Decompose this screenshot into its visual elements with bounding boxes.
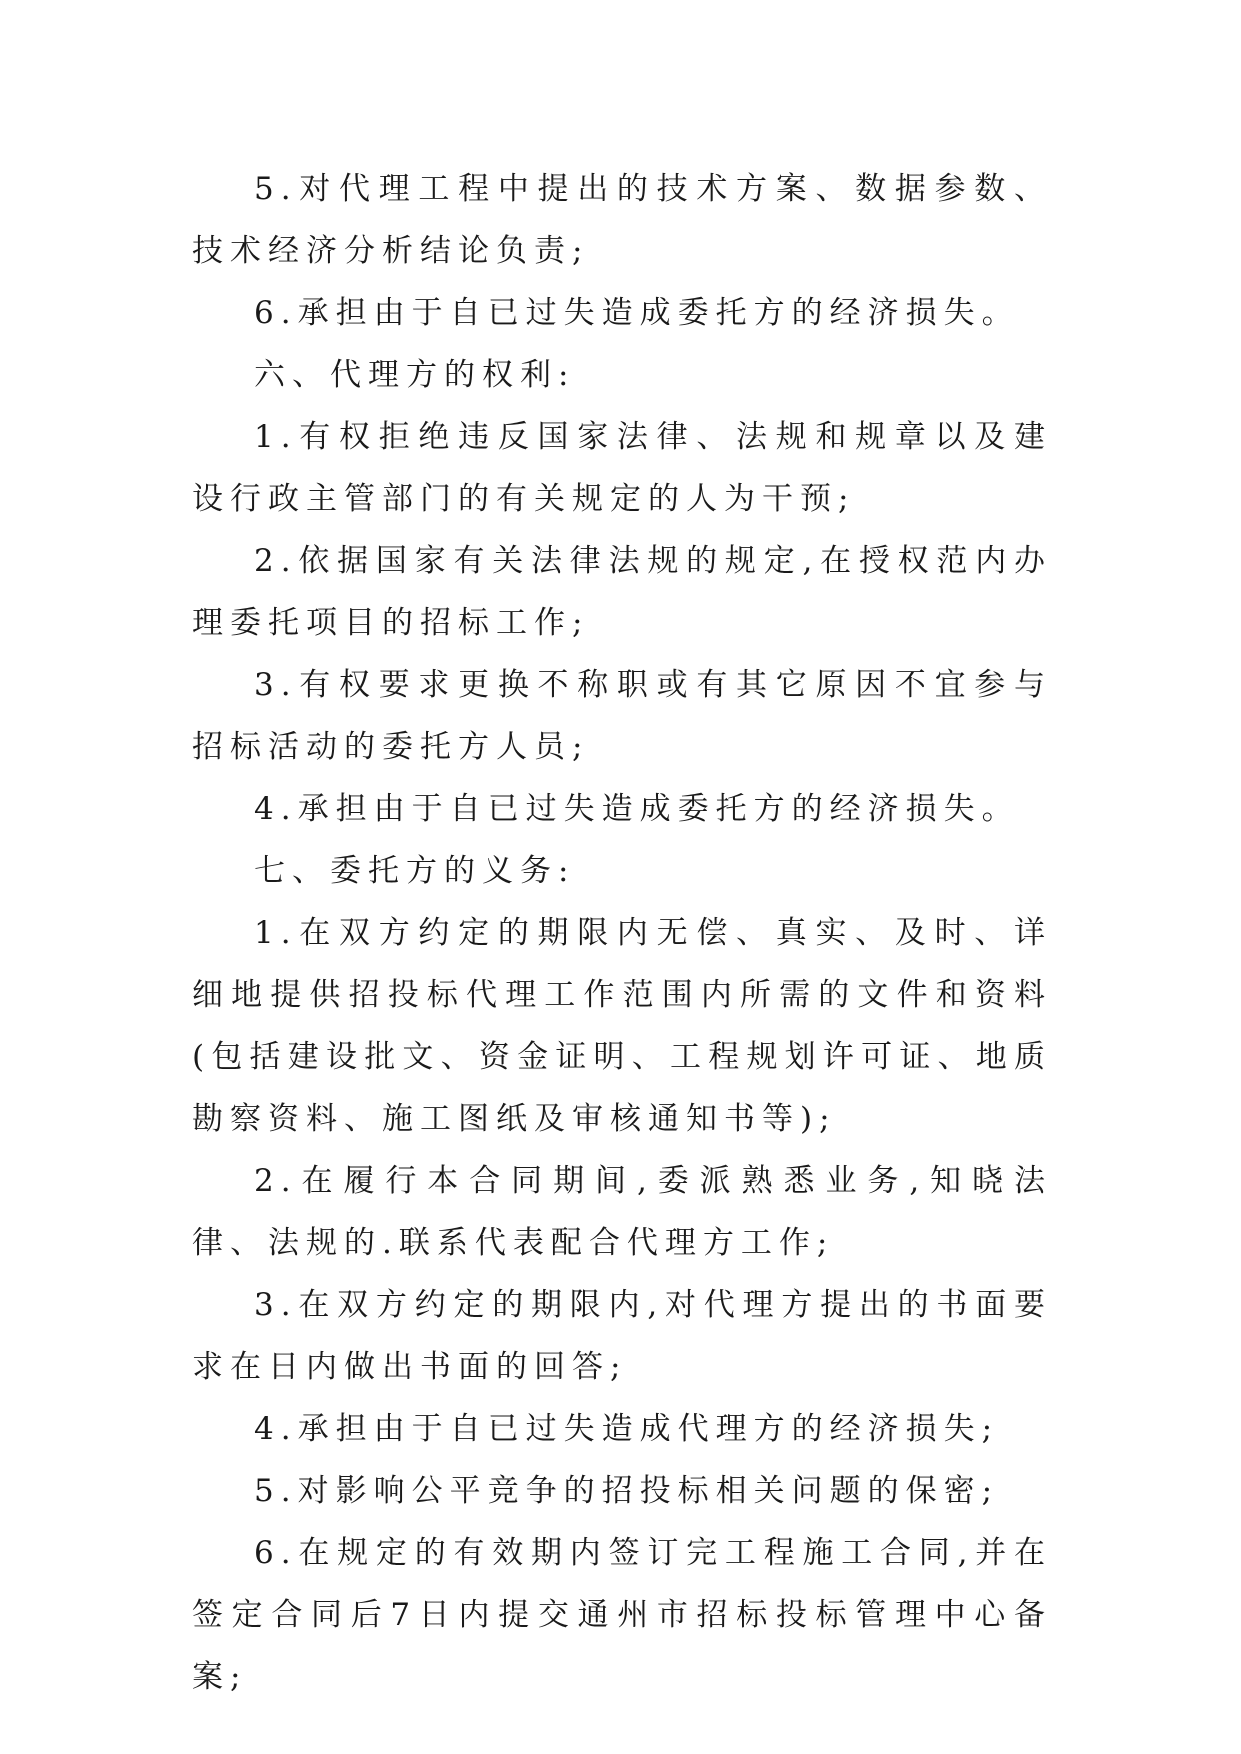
- paragraph-agent-right-4: 4.承担由于自已过失造成委托方的经济损失。: [254, 791, 1020, 827]
- paragraph-client-duty-5: 5.对影响公平竞争的招投标相关问题的保密;: [254, 1473, 1000, 1509]
- paragraph-client-duty-1: 1.在双方约定的期限内无偿、真实、及时、详细地提供招投标代理工作范围内所需的文件和资料(包括建设批文、资金证明、工程规划许可证、地质勘察资料、施工图纸及审核通知书等);: [192, 915, 1052, 1137]
- paragraph-agent-right-2: 2.依据国家有关法律法规的规定,在授权范内办理委托项目的招标工作;: [192, 543, 1052, 641]
- section-heading-client-duties: 七、委托方的义务:: [254, 853, 576, 889]
- section-heading-agent-rights: 六、代理方的权利:: [254, 357, 576, 393]
- document-body: [192, 158, 1052, 1708]
- paragraph-agent-right-3: 3.有权要求更换不称职或有其它原因不宜参与招标活动的委托方人员;: [192, 667, 1052, 765]
- paragraph-agent-right-1: 1.有权拒绝违反国家法律、法规和规章以及建设行政主管部门的有关规定的人为干预;: [192, 419, 1052, 517]
- paragraph-agent-duty-5: 5.对代理工程中提出的技术方案、数据参数、技术经济分析结论负责;: [192, 171, 1052, 269]
- paragraph-client-duty-3: 3.在双方约定的期限内,对代理方提出的书面要求在日内做出书面的回答;: [192, 1287, 1052, 1385]
- paragraph-client-duty-2: 2.在履行本合同期间,委派熟悉业务,知晓法律、法规的.联系代表配合代理方工作;: [192, 1163, 1052, 1261]
- paragraph-client-duty-4: 4.承担由于自已过失造成代理方的经济损失;: [254, 1411, 1000, 1447]
- paragraph-agent-duty-6: 6.承担由于自已过失造成委托方的经济损失。: [254, 295, 1020, 331]
- paragraph-client-duty-6: 6.在规定的有效期内签订完工程施工合同,并在签定合同后7日内提交通州市招标投标管理中心备案;: [192, 1535, 1052, 1695]
